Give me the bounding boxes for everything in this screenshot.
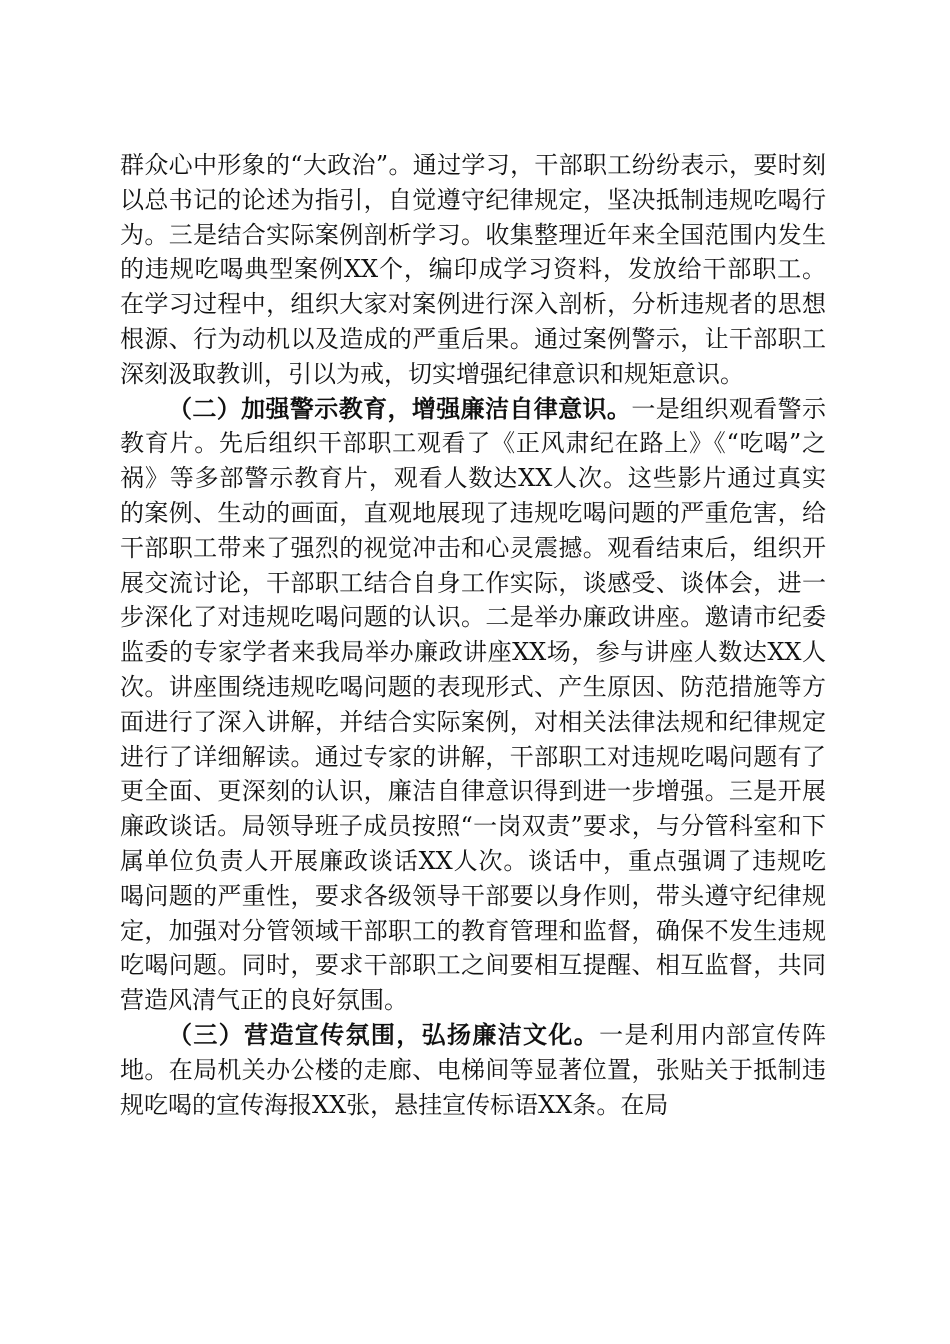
paragraph-text: 群众心中形象的“大政治”。通过学习，干部职工纷纷表示，要时刻以总书记的论述为指引，自觉遵守纪律规定，坚决抵制违规吃喝行为。三是结合实际案例剖析学习。收集整理近年来全国范围内发生的违规吃喝典型案例XX个，编印成学习资料，发放给干部职工。在学习过程中，组织大家对案例进行深入剖析，分析违规者的思想根源、行为动机以及造成的严重后果。通过案例警示，让干部职工深刻汲取教训，引以为戒，切实增强纪律意识和规矩意识。	[120, 151, 826, 388]
section-heading: （三）营造宣传氛围，弘扬廉洁文化。	[168, 1019, 600, 1049]
paragraph-section-three	[120, 1018, 826, 1122]
paragraph-text: 一是利用内部宣传阵地。在局机关办公楼的走廊、电梯间等显著位置，张贴关于抵制违规吃喝的宣传海报XX张，悬挂宣传标语XX条。在局	[120, 1020, 827, 1119]
document-body	[120, 148, 826, 1122]
paragraph-text: 一是组织观看警示教育片。先后组织干部职工观看了《正风肃纪在路上》《“吃喝”之祸》等多部警示教育片，观看人数达XX人次。这些影片通过真实的案例、生动的画面，直观地展现了违规吃喝问题的严重危害，给干部职工带来了强烈的视觉冲击和心灵震撼。观看结束后，组织开展交流讨论，干部职工结合自身工作实际，谈感受、谈体会，进一步深化了对违规吃喝问题的认识。二是举办廉政讲座。邀请市纪委监委的专家学者来我局举办廉政讲座XX场，参与讲座人数达XX人次。讲座围绕违规吃喝问题的表现形式、产生原因、防范措施等方面进行了深入讲解，并结合实际案例，对相关法律法规和纪律规定进行了详细解读。通过专家的讲解，干部职工对违规吃喝问题有了更全面、更深刻的认识，廉洁自律意识得到进一步增强。三是开展廉政谈话。局领导班子成员按照“一岗双责”要求，与分管科室和下属单位负责人开展廉政谈话XX人次。谈话中，重点强调了违规吃喝问题的严重性，要求各级领导干部要以身作则，带头遵守纪律规定，加强对分管领域干部职工的教育管理和监督，确保不发生违规吃喝问题。同时，要求干部职工之间要相互提醒、相互监督，共同营造风清气正的良好氛围。	[120, 394, 827, 1015]
paragraph-continuation	[120, 148, 826, 392]
section-heading: （二）加强警示教育，增强廉洁自律意识。	[168, 393, 632, 423]
paragraph-section-two	[120, 392, 826, 1018]
